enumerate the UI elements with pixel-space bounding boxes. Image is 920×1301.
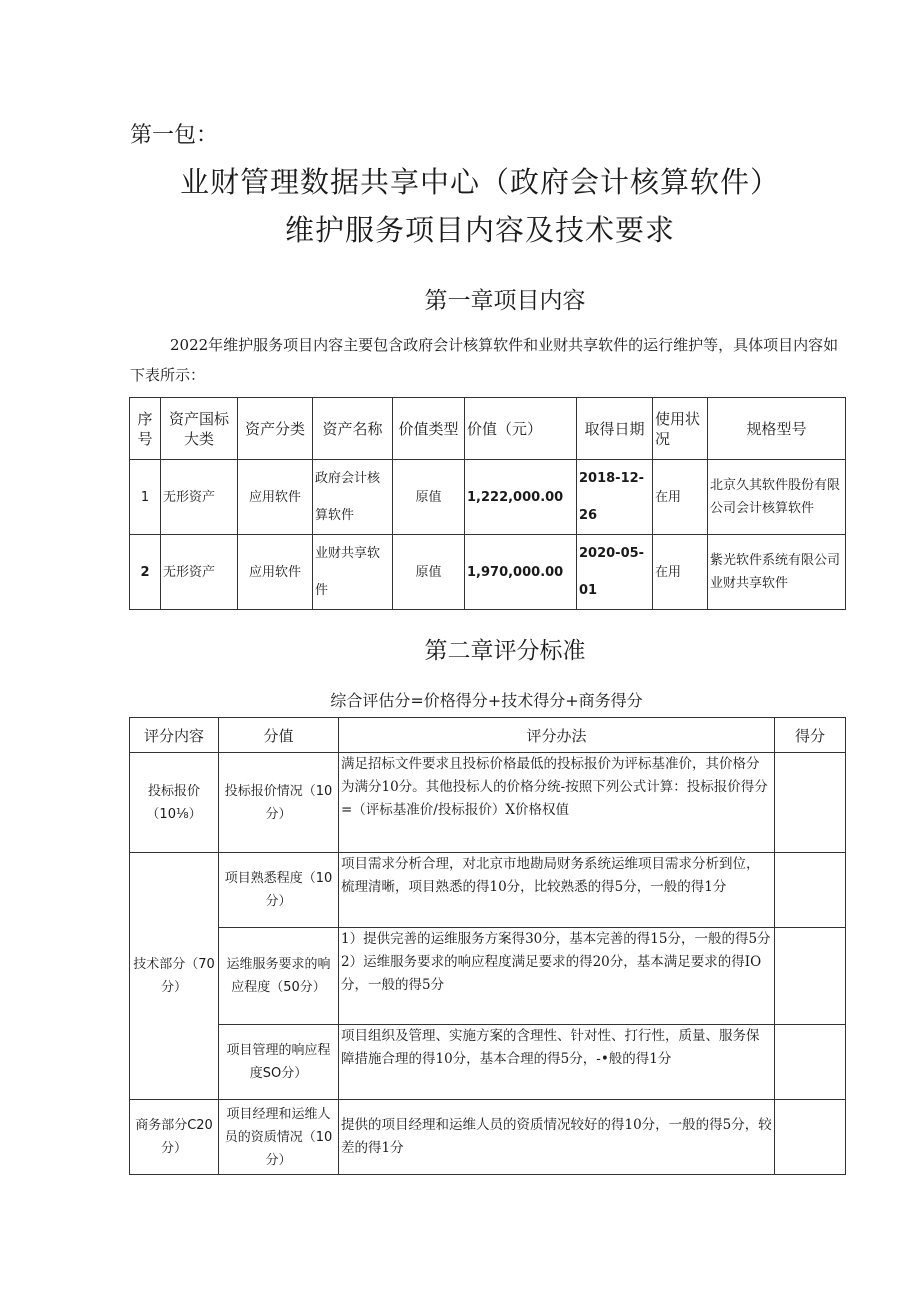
score-formula: 综合评估分=价格得分+技术得分+商务得分 [330,691,643,710]
method-business: 提供的项目经理和运维人员的资质情况较好的得10分，一般的得5分，较差的得1分 [339,1100,775,1175]
row-number: 1 [130,460,161,535]
method-tech-response: 1）提供完善的运维服务方案得30分，基本完善的得15分，一般的得5分 2）运维服务要求的响应程度满足要求的得20分，基本满足要求的得IO分，一般的得5分 [339,928,775,1025]
scoring-table [129,717,846,1175]
table-row [130,535,846,610]
group-tech: 技术部分（70分） [130,853,219,1100]
method-tech-management: 项目组织及管理、实施方案的含理性、针对性、打行性，质量、服务保障措施合理的得10分，基本合理的得5分，-•般的得1分 [339,1025,775,1100]
group-business: 商务部分C20分） [130,1100,219,1175]
spec-model: 北京久其软件股份有限公司会计核算软件 [708,460,846,535]
table-row [130,753,846,853]
chapter1-heading: 第一章项目内容 [424,288,586,314]
asset-name: 业财共享软件 [313,535,393,610]
col-header: 序号 [130,398,161,460]
usage-status: 在用 [653,535,708,610]
asset-value: 1,970,000.00 [465,535,577,610]
score-cell [775,753,846,853]
col-header: 规格型号 [708,398,846,460]
row-number: 2 [130,535,161,610]
col-header: 分值 [219,718,339,753]
col-header: 取得日期 [577,398,653,460]
value-type: 原值 [393,535,465,610]
score-cell [775,1025,846,1100]
table-row [130,460,846,535]
asset-major-class: 无形资产 [161,460,238,535]
scoring-header-row [130,718,846,753]
asset-category: 应用软件 [238,535,313,610]
table-row [130,928,846,1025]
chapter1-intro: 2022年维护服务项目内容主要包含政府会计核算软件和业财共享软件的运行维护等，具体项目内容如下表所示： [130,336,839,384]
spec-model: 紫光软件系统有限公司业财共享软件 [708,535,846,610]
table-row [130,1025,846,1100]
document-title-line1: 业财管理数据共享中心（政府会计核算软件） [179,165,780,199]
package-label: 第一包： [130,123,219,148]
col-header: 价值类型 [393,398,465,460]
document-title-line2: 维护服务项目内容及技术要求 [284,213,675,247]
table-row [130,853,846,928]
group-price: 投标报价（10⅛） [130,753,219,853]
score-cell [775,928,846,1025]
score-cell [775,853,846,928]
usage-status: 在用 [653,460,708,535]
item-tech-familiarity: 项目熟悉程度（10分） [219,853,339,928]
col-header: 资产分类 [238,398,313,460]
asset-value: 1,222,000.00 [465,460,577,535]
method-price: 满足招标文件要求且投标价格最低的投标报价为评标基准价，其价格分为满分10分。其他投标人的价格分统-按照下列公式计算：投标报价得分=（评标基准价/投标报价）X价格权值 [339,753,775,853]
table-row [130,1100,846,1175]
item-price: 投标报价情况（10分） [219,753,339,853]
col-header: 评分内容 [130,718,219,753]
method-tech-familiarity: 项目需求分析合理，对北京市地勘局财务系统运维项目需求分析到位，梳理清晰，项目熟悉的得10分，比较熟悉的得5分，一般的得1分 [339,853,775,928]
acquire-date: 2020-05-01 [577,535,653,610]
asset-major-class: 无形资产 [161,535,238,610]
col-header: 资产国标大类 [161,398,238,460]
col-header: 资产名称 [313,398,393,460]
asset-table-header-row [130,398,846,460]
col-header: 得分 [775,718,846,753]
asset-category: 应用软件 [238,460,313,535]
asset-table [129,397,846,610]
col-header: 评分办法 [339,718,775,753]
item-tech-management: 项目管理的响应程度SO分） [219,1025,339,1100]
asset-name: 政府会计核算软件 [313,460,393,535]
item-business: 项目经理和运维人员的资质情况（10分） [219,1100,339,1175]
col-header: 使用状况 [653,398,708,460]
col-header: 价值（元） [465,398,577,460]
value-type: 原值 [393,460,465,535]
acquire-date: 2018-12-26 [577,460,653,535]
score-cell [775,1100,846,1175]
chapter2-heading: 第二章评分标准 [424,638,586,664]
item-tech-response: 运维服务要求的响应程度（50分） [219,928,339,1025]
